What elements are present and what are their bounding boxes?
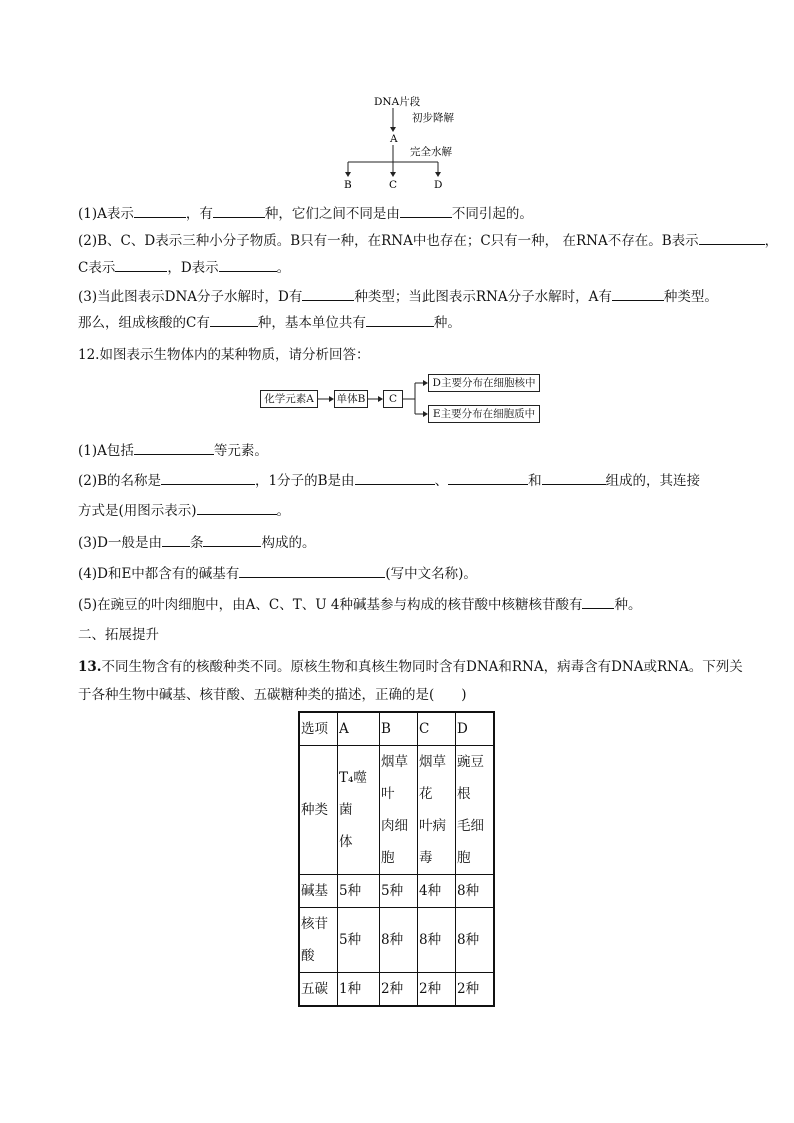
diagram-leaf-b: B: [344, 179, 352, 191]
table-cell: 2种: [456, 973, 495, 1007]
table-cell: 8种: [456, 908, 495, 973]
q12-part5: (5)在豌豆的叶肉细胞中，由A、C、T、U 4种碱基参与构成的核苷酸中核糖核苷酸有 种。: [78, 594, 641, 614]
table-cell: 8种: [456, 875, 495, 908]
table-cell: 8种: [380, 908, 418, 973]
table-row: [299, 908, 494, 973]
box-c: C: [383, 390, 403, 408]
answer-blank[interactable]: [203, 532, 261, 547]
diagram-arrows: [0, 0, 794, 430]
table-cell: 2种: [380, 973, 418, 1007]
table-row: [299, 746, 494, 875]
table-cell: 1种: [338, 973, 380, 1007]
diagram-leaf-d: D: [434, 179, 443, 191]
table-cell: 选项: [299, 712, 338, 746]
table-cell: C: [418, 712, 456, 746]
table-cell: 5种: [380, 875, 418, 908]
answer-blank[interactable]: [197, 500, 277, 515]
q11-line3: C表示 ，D表示 。: [78, 257, 290, 277]
q12-part1: (1)A包括 等元素。: [78, 440, 268, 460]
table-cell: 种类: [299, 746, 338, 875]
section-heading: 二、拓展提升: [78, 627, 159, 643]
table-cell: 核苷 酸: [299, 908, 338, 973]
table-cell: A: [338, 712, 380, 746]
table-cell: 碱基: [299, 875, 338, 908]
table-row: [299, 973, 494, 1007]
table-cell: 烟草 叶 肉细 胞: [380, 746, 418, 875]
table-cell: 4种: [418, 875, 456, 908]
q13-line2: 于各种生物中碱基、核苷酸、五碳糖种类的描述，正确的是( ): [78, 687, 467, 703]
table-cell: D: [456, 712, 495, 746]
diagram-leaf-c: C: [389, 179, 398, 191]
q12-part4: (4)D和E中都含有的碱基有 (写中文名称)。: [78, 563, 477, 583]
q12-part3: (3)D一般是由 条 构成的。: [78, 532, 315, 552]
box-element-a: 化学元素A: [260, 390, 318, 408]
answer-blank[interactable]: [162, 532, 190, 547]
box-d: D主要分布在细胞核中: [428, 374, 540, 392]
q12-title: 12.如图表示生物体内的某种物质，请分析回答：: [78, 347, 370, 363]
box-e: E主要分布在细胞质中: [428, 405, 540, 423]
table-cell: B: [380, 712, 418, 746]
answer-blank[interactable]: [448, 470, 528, 485]
answer-blank[interactable]: [582, 594, 614, 609]
q11-line2: (2)B、C、D表示三种小分子物质。B只有一种，在RNA中也存在；C只有一种， 在RNA不存在。B表示 ，: [78, 230, 778, 250]
q11-line1: (1)A表示 ，有 种，它们之间不同是由 不同引起的。: [78, 203, 533, 223]
table-cell: 豌豆 根 毛细 胞: [456, 746, 495, 875]
box-monomer-b: 单体B: [334, 390, 368, 408]
table-cell: 8种: [418, 908, 456, 973]
answer-blank[interactable]: [355, 470, 435, 485]
q13-line1: 13.不同生物含有的核酸种类不同。原核生物和真核生物同时含有DNA和RNA，病毒含有DNA或RNA。下列关: [78, 659, 743, 675]
q12-part2b: 方式是(用图示表示) 。: [78, 500, 290, 520]
diagram-step1-label: 初步降解: [412, 112, 454, 124]
options-table: [298, 711, 495, 1007]
q13-number: 13.: [78, 659, 102, 675]
diagram-top-label: DNA片段: [374, 96, 421, 108]
table-cell: T₄噬菌 体: [338, 746, 380, 875]
answer-blank[interactable]: [542, 470, 606, 485]
table-cell: 5种: [338, 875, 380, 908]
table-cell: 五碳: [299, 973, 338, 1007]
table-cell: 烟草 花 叶病 毒: [418, 746, 456, 875]
table-cell: 5种: [338, 908, 380, 973]
table-header-row: [299, 712, 494, 746]
diagram-mid-label: A: [390, 133, 398, 145]
q12-part2a: (2)B的名称是 ，1分子的B是由 、 和 组成的，其连接: [78, 470, 700, 490]
diagram-step2-label: 完全水解: [410, 146, 452, 158]
answer-blank[interactable]: [134, 440, 214, 455]
answer-blank[interactable]: [239, 563, 385, 578]
q11-line4: (3)当此图表示DNA分子水解时，D有 种类型；当此图表示RNA分子水解时，A有 种类型。: [78, 286, 718, 306]
q11-line5: 那么，组成核酸的C有 种，基本单位共有 种。: [78, 312, 461, 332]
answer-blank[interactable]: [161, 470, 255, 485]
table-row: [299, 875, 494, 908]
table-cell: 2种: [418, 973, 456, 1007]
